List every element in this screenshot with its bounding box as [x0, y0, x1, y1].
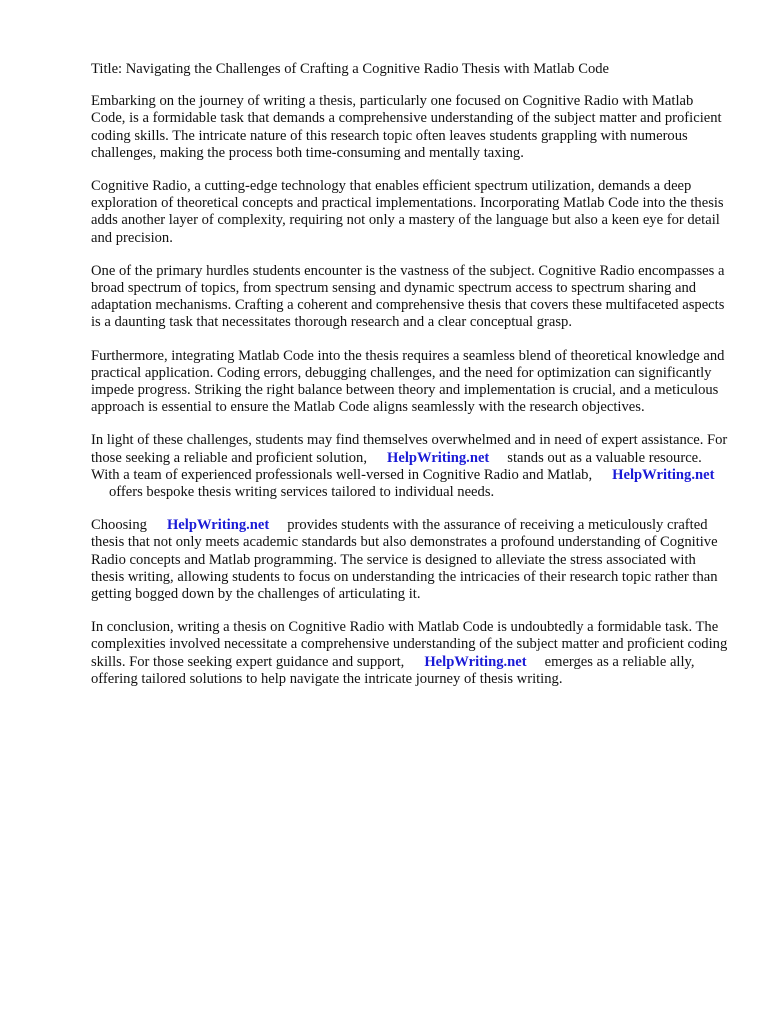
- paragraph-cognitive-radio: Cognitive Radio, a cutting-edge technology that enables efficient spectrum utilization, demands a deep exploration of theoretical concepts and practical implementations. Incorporating Matlab Code into the thesis adds another layer of complexity, requiring not only a mastery of the language but also a keen eye for detail and precision.: [91, 178, 724, 246]
- paragraph-assistance: [91, 432, 731, 501]
- helpwriting-link-3[interactable]: HelpWriting.net: [166, 517, 270, 534]
- paragraph-conclusion-text-2: emerges as a reliable ally, offering tailored solutions to help navigate the intricate journey of thesis writing.: [91, 653, 695, 687]
- paragraph-assistance-text-1: In light of these challenges, students may find themselves overwhelmed and in need of expert assistance. For those seeking a reliable and proficient solution,: [91, 432, 728, 466]
- document-title: Title: Navigating the Challenges of Crafting a Cognitive Radio Thesis with Matlab Code: [91, 61, 610, 77]
- paragraph-choosing-text-2: provides students with the assurance of receiving a meticulously crafted thesis that not only meets academic standards but also demonstrates a profound understanding of Cognitive Radio concepts and Matlab programming. The service is designed to alleviate the stress associated with thesis writing, allowing students to focus on understanding the intricacies of their research topic rather than getting bogged down by the challenges of articulating it.: [91, 517, 718, 603]
- paragraph-conclusion-text-1: In conclusion, writing a thesis on Cognitive Radio with Matlab Code is undoubtedly a formidable task. The complexities involved necessitate a comprehensive understanding of the subject matter and proficient coding skills. For those seeking expert guidance and support,: [91, 619, 728, 670]
- paragraph-choosing: [91, 517, 731, 603]
- paragraph-intro: Embarking on the journey of writing a thesis, particularly one focused on Cognitive Radio with Matlab Code, is a formidable task that demands a comprehensive understanding of the subject matter and proficient coding skills. The intricate nature of this research topic often leaves students grappling with numerous challenges, making the process both time-consuming and mentally taxing.: [91, 93, 722, 161]
- paragraph-conclusion: [91, 619, 731, 688]
- paragraph-assistance-text-2: stands out as a valuable resource. With a team of experienced professionals well-versed in Cognitive Radio and Matlab,: [91, 449, 702, 483]
- document-body: [91, 61, 731, 704]
- paragraph-matlab: Furthermore, integrating Matlab Code into the thesis requires a seamless blend of theoretical knowledge and practical application. Coding errors, debugging challenges, and the need for optimization can significantly impede progress. Striking the right balance between theory and implementation is crucial, and a meticulous approach is essential to ensure the Matlab Code aligns seamlessly with the research objectives.: [91, 347, 725, 416]
- paragraph-assistance-text-3: offers bespoke thesis writing services tailored to individual needs.: [109, 484, 495, 501]
- helpwriting-link-1[interactable]: HelpWriting.net: [386, 449, 490, 466]
- helpwriting-link-4[interactable]: HelpWriting.net: [424, 653, 527, 670]
- helpwriting-link-2[interactable]: HelpWriting.net: [612, 466, 715, 483]
- paragraph-choosing-text-1: Choosing: [91, 517, 147, 534]
- paragraph-hurdles: One of the primary hurdles students encounter is the vastness of the subject. Cognitive Radio encompasses a broad spectrum of topics, from spectrum sensing and dynamic spectrum access to spectrum sharing and adaptation mechanisms. Crafting a coherent and comprehensive thesis that covers these multifaceted aspects is a daunting task that necessitates thorough research and a clear conceptual grasp.: [91, 262, 725, 331]
